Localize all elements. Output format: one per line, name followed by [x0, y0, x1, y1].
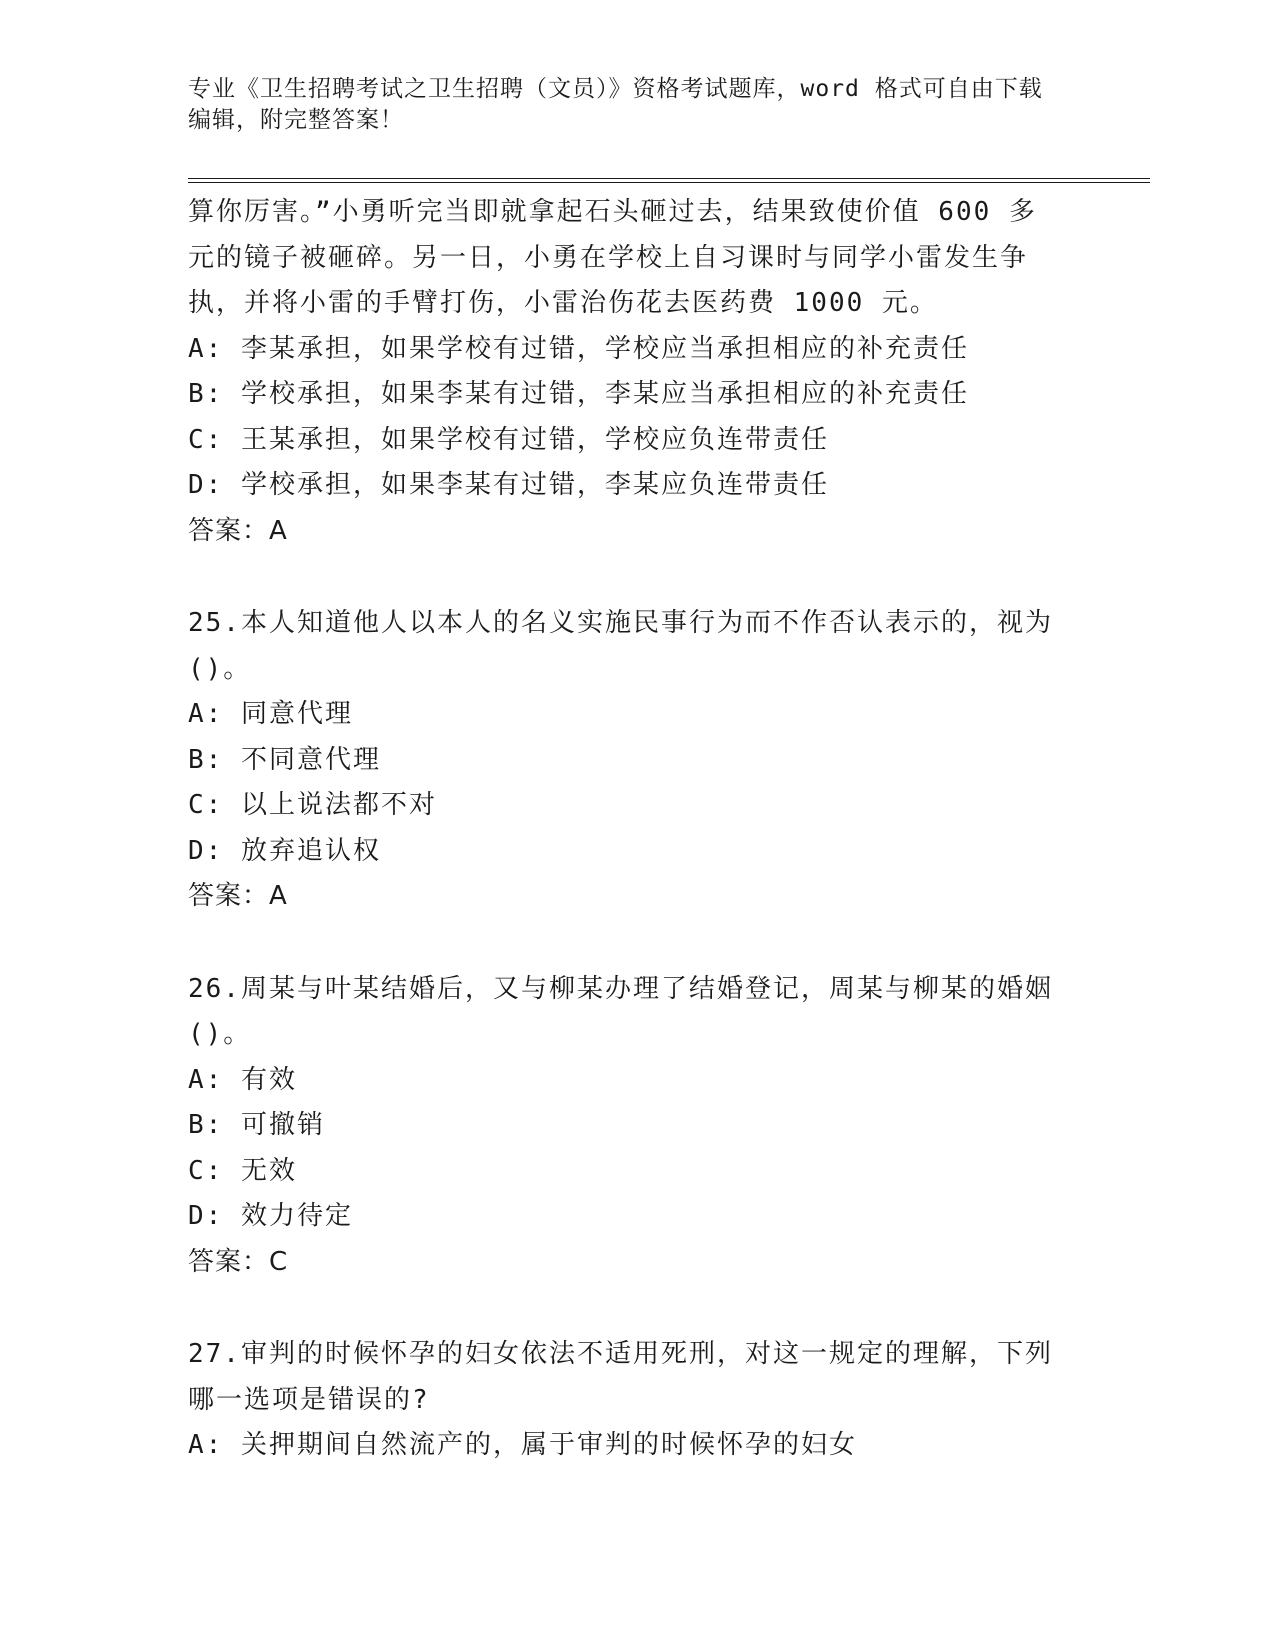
spacer — [188, 1285, 1088, 1332]
option-c: C: 无效 — [188, 1155, 297, 1186]
answer-label: 答案：A — [188, 515, 288, 546]
document-header — [188, 74, 1078, 136]
option-b: B: 学校承担，如果李某有过错，李某应当承担相应的补充责任 — [188, 379, 969, 409]
answer-label: 答案：C — [188, 1246, 289, 1277]
option-b: B: 不同意代理 — [188, 744, 381, 775]
question-text-line: 执，并将小雷的手臂打伤，小雷治伤花去医药费 1000 元。 — [188, 288, 938, 318]
question-text-line: 25.本人知道他人以本人的名义实施民事行为而不作否认表示的，视为 — [188, 608, 1053, 638]
spacer — [188, 554, 1088, 601]
question-text-line: 哪一选项是错误的? — [188, 1384, 430, 1415]
option-d: D: 学校承担，如果李某有过错，李某应负连带责任 — [188, 470, 829, 500]
option-a: A: 关押期间自然流产的，属于审判的时候怀孕的妇女 — [188, 1430, 857, 1460]
question-list — [188, 190, 1088, 1469]
option-b: B: 可撤销 — [188, 1110, 325, 1140]
question-text-line: ()。 — [188, 653, 252, 684]
question-text-line: 算你厉害。”小勇听完当即就拿起石头砸过去，结果致使价值 600 多 — [188, 197, 1037, 227]
question-text-line: 27.审判的时候怀孕的妇女依法不适用死刑，对这一规定的理解，下列 — [188, 1339, 1053, 1369]
answer-label: 答案：A — [188, 881, 288, 911]
option-c: C: 王某承担，如果学校有过错，学校应负连带责任 — [188, 424, 829, 455]
option-a: A: 有效 — [188, 1064, 297, 1095]
header-divider-bottom — [188, 182, 1150, 183]
option-a: A: 同意代理 — [188, 699, 353, 729]
option-d: D: 效力待定 — [188, 1201, 353, 1231]
spacer — [188, 920, 1088, 967]
question-25 — [188, 601, 1088, 920]
question-text-line: 元的镜子被砸碎。另一日，小勇在学校上自习课时与同学小雷发生争 — [188, 242, 1029, 273]
option-d: D: 放弃追认权 — [188, 835, 381, 866]
question-text-line: 26.周某与叶某结婚后，又与柳某办理了结婚登记，周某与柳某的婚姻 — [188, 973, 1053, 1004]
header-line-1: 专业《卫生招聘考试之卫生招聘（文员）》资格考试题库，word 格式可自由下载 — [188, 76, 1043, 102]
header-line-2: 编辑，附完整答案！ — [188, 107, 404, 133]
header-divider-top — [188, 178, 1150, 179]
option-a: A: 李某承担，如果学校有过错，学校应当承担相应的补充责任 — [188, 333, 969, 364]
question-24-continuation — [188, 190, 1088, 554]
question-text-line: ()。 — [188, 1019, 252, 1049]
option-c: C: 以上说法都不对 — [188, 790, 437, 820]
question-27 — [188, 1332, 1088, 1469]
question-26 — [188, 967, 1088, 1286]
